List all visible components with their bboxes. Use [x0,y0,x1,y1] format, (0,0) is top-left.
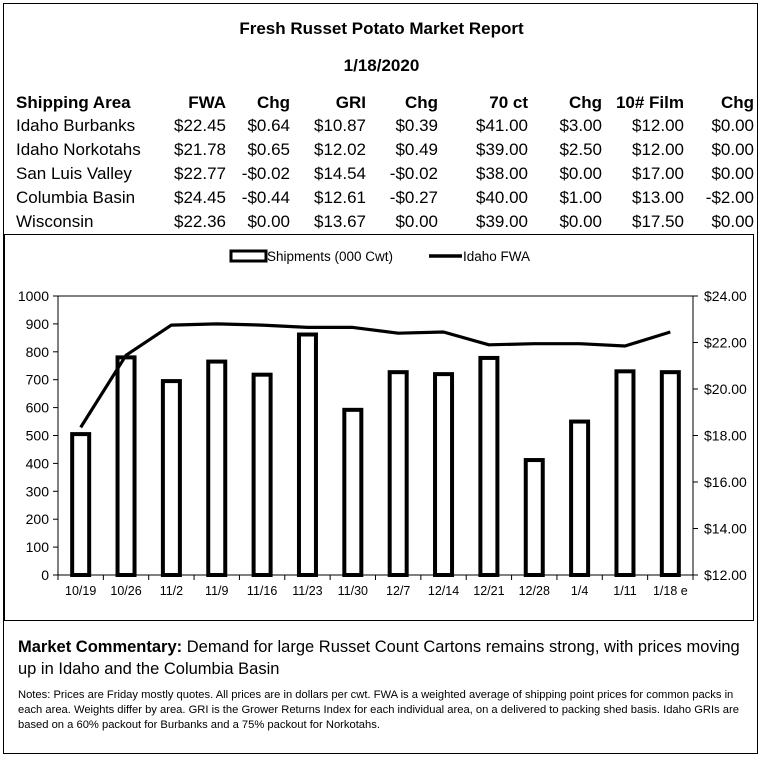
price-cell: $0.00 [247,212,290,231]
shipment-bar [616,371,633,575]
price-cell: $13.00 [632,188,684,207]
price-header-cell: Chg [404,93,438,112]
notes-text: Notes: Prices are Friday mostly quotes. All prices are in dollars per cwt. FWA is a weighted average of shipping point prices for common packs in each area. Weights differ by area. GRI is the Grower Returns Index for each individual area, on a delivered to packing shed basis. Idaho GRIs are based on a 60% packout for Burbanks and a 75% packout for Norkotahs. [18,689,739,731]
price-cell: $0.00 [559,212,602,231]
price-cell: $14.54 [314,164,366,183]
left-axis-tick-label: 500 [25,427,49,444]
shipping-area-name: Wisconsin [16,212,94,231]
commentary-label: Market Commentary: [18,638,183,656]
legend-fwa-label: Idaho FWA [463,249,531,264]
price-cell: $0.00 [711,212,754,231]
left-axis-tick-label: 200 [25,511,49,528]
price-cell: $3.00 [559,116,602,135]
x-axis-tick-label: 11/2 [159,584,184,598]
left-axis-tick-label: 0 [41,567,49,583]
price-cell: $0.00 [559,164,602,183]
commentary-text: Demand for large Russet Count Cartons remains strong, with prices moving up in Idaho and the Columbia Basin [18,638,740,678]
market-commentary [18,636,748,680]
right-axis-tick-label: $20.00 [704,381,747,397]
right-axis-tick-label: $24.00 [704,288,747,304]
price-cell: $0.00 [711,164,754,183]
x-axis-tick-label: 11/16 [246,584,278,598]
price-cell: $12.00 [632,140,684,159]
price-cell: -$0.27 [389,188,438,207]
legend-shipments-label: Shipments (000 Cwt) [267,249,394,264]
price-cell: $22.36 [174,212,226,231]
left-axis-tick-label: 700 [25,371,49,388]
x-axis-tick-label: 1/11 [613,584,637,598]
price-cell: $17.00 [632,164,684,183]
price-cell: $24.45 [174,188,226,207]
price-cell: $22.77 [174,164,226,183]
price-cell: $12.02 [314,140,366,159]
price-cell: $0.00 [395,212,438,231]
shipment-bar [254,375,271,575]
x-axis-tick-label: 11/23 [292,584,323,598]
price-cell: $0.65 [247,140,290,159]
price-row [16,210,754,234]
price-header-cell: Chg [568,93,602,112]
shipping-area-name: Idaho Norkotahs [16,140,141,159]
report-title: Fresh Russet Potato Market Report [239,19,524,38]
price-cell: $40.00 [476,188,528,207]
x-axis-tick-label: 12/14 [427,584,460,598]
price-cell: -$0.02 [389,164,438,183]
price-cell: $0.64 [247,116,290,135]
report-date: 1/18/2020 [343,56,420,75]
price-cell: $17.50 [632,212,684,231]
price-cell: $0.00 [711,140,754,159]
left-axis-tick-label: 400 [25,455,49,472]
shipment-bar [163,381,180,575]
shipment-bar [72,434,89,575]
price-table [16,92,754,234]
price-cell: $0.49 [395,140,438,159]
price-cell: $39.00 [476,212,528,231]
price-cell: -$0.44 [241,188,290,207]
price-header-cell: FWA [188,93,226,112]
left-axis-tick-label: 1000 [17,288,49,304]
shipping-area-name: Idaho Burbanks [16,116,136,135]
right-axis-tick-label: $12.00 [704,567,747,583]
right-axis-tick-label: $16.00 [704,474,747,490]
price-header-cell: Chg [720,93,754,112]
shipment-bar [662,372,679,575]
price-cell: $10.87 [314,116,366,135]
x-axis-tick-label: 12/7 [386,584,411,598]
shipment-bar [435,374,452,575]
shipment-bar [571,422,588,575]
shipment-bar [390,372,407,575]
shipment-bar [208,362,225,575]
shipment-bar [480,358,497,575]
price-row [16,114,754,138]
price-cell: -$0.02 [241,164,290,183]
price-cell: $39.00 [476,140,528,159]
left-axis-tick-label: 600 [25,399,49,416]
shipping-area-name: Columbia Basin [16,188,136,207]
price-cell: $21.78 [174,140,226,159]
shipment-bar [299,335,316,575]
price-cell: $1.00 [559,188,602,207]
chart-panel [4,234,754,621]
price-row [16,162,754,186]
legend-shipments-swatch [231,251,266,261]
price-header-cell: Shipping Area [16,93,131,112]
x-axis-tick-label: 10/26 [110,584,142,598]
price-cell: -$2.00 [705,188,754,207]
x-axis-tick-label: 11/9 [205,584,229,598]
left-axis-tick-label: 300 [25,483,49,500]
left-axis-tick-label: 800 [25,343,49,360]
shipping-area-name: San Luis Valley [16,164,132,183]
x-axis-tick-label: 12/21 [473,584,505,598]
x-axis-tick-label: 1/18 e [652,584,688,598]
x-axis-tick-label: 11/30 [337,584,369,598]
right-axis-tick-label: $22.00 [704,334,747,351]
left-axis-tick-label: 900 [25,315,49,332]
shipments-fwa-chart [5,235,752,619]
price-cell: $38.00 [476,164,528,183]
price-header-cell: 10# Film [615,93,684,112]
shipment-bar [526,460,543,575]
shipment-bar [118,357,135,575]
price-cell: $12.61 [314,188,366,207]
shipment-bar [344,410,361,575]
price-header-cell: 70 ct [489,93,528,112]
price-row [16,138,754,162]
price-header-cell: Chg [256,93,290,112]
right-axis-tick-label: $14.00 [704,520,747,537]
price-cell: $41.00 [476,116,528,135]
price-cell: $0.39 [395,116,438,135]
x-axis-tick-label: 1/4 [570,584,589,598]
right-axis-tick-label: $18.00 [704,427,747,444]
x-axis-tick-label: 10/19 [65,584,97,598]
price-header-cell: GRI [335,93,366,112]
price-cell: $22.45 [174,116,226,135]
price-table-header [16,92,754,114]
price-cell: $2.50 [559,140,602,159]
left-axis-tick-label: 100 [25,539,49,556]
x-axis-tick-label: 12/28 [518,584,550,598]
price-cell: $13.67 [314,212,366,231]
price-cell: $0.00 [711,116,754,135]
price-row [16,186,754,210]
price-cell: $12.00 [632,116,684,135]
